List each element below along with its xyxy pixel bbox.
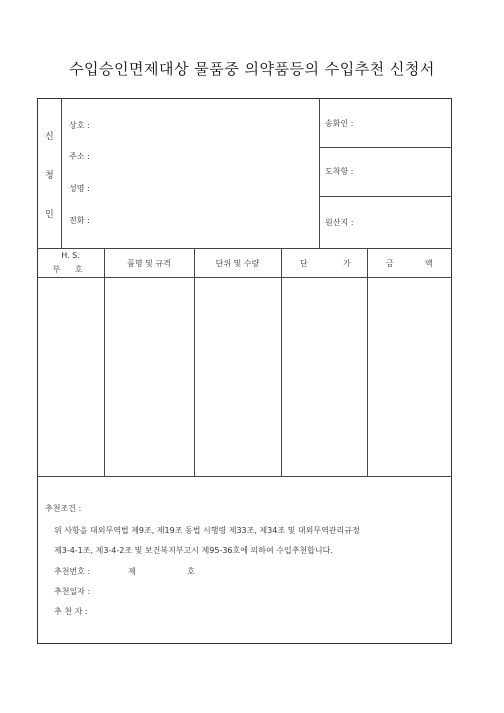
col-amount-b: 액 <box>425 259 433 268</box>
table-bottom-rule <box>37 476 452 477</box>
col-hs-code-line1: H. S. <box>61 251 80 260</box>
company-name-field: 상호 : <box>69 121 90 130</box>
shipper-field: 송화인 : <box>325 119 354 128</box>
right-divider-2 <box>319 196 452 197</box>
page-title: 수입승인면제대상 물품중 의약품등의 수입추천 신청서 <box>69 60 435 78</box>
recommender-label: 추 천 자 : <box>54 607 88 616</box>
recommend-number-label: 추천번호 : <box>54 567 91 576</box>
applicant-side-char-3: 인 <box>45 210 54 220</box>
recommend-condition-label: 추천조건 : <box>45 504 82 513</box>
address-field: 주소 : <box>69 152 90 161</box>
legal-basis-line-1: 위 사항을 대외무역법 제9조, 제19조 동법 시행령 제33조, 제34조 및 대외무역관리규정 <box>54 526 360 535</box>
col-unit-qty: 단위 및 수량 <box>215 259 260 268</box>
column-divider-3 <box>281 248 282 476</box>
header-top-rule <box>37 248 452 249</box>
header-bottom-rule <box>37 277 452 278</box>
column-divider-1 <box>104 248 105 476</box>
origin-field: 원산지 : <box>325 218 354 227</box>
recommend-date-label: 추천일자 : <box>54 587 91 596</box>
column-divider-2 <box>194 248 195 476</box>
applicant-label-divider <box>61 98 62 248</box>
col-item-spec: 품명 및 규격 <box>127 259 171 268</box>
recommend-number-ho: 호 <box>187 567 195 576</box>
col-amount-a: 금 <box>386 259 394 268</box>
col-unit-price-b: 가 <box>343 259 351 268</box>
name-field: 성명 : <box>69 184 90 193</box>
applicant-side-char-1: 신 <box>45 132 54 142</box>
arrival-port-field: 도착항 : <box>325 167 354 176</box>
legal-basis-line-2: 제3-4-1조, 제3-4-2조 및 보건복지부고시 제95-36호에 의하여 수입추천합니다. <box>54 546 333 555</box>
applicant-side-char-2: 청 <box>45 171 54 181</box>
recommend-number-je: 제 <box>128 567 136 576</box>
col-unit-price-a: 단 <box>300 259 308 268</box>
phone-field: 전화 : <box>69 216 90 225</box>
column-divider-4 <box>367 248 368 476</box>
right-divider-1 <box>319 147 452 148</box>
col-hs-code-line2: 부 호 <box>52 265 89 274</box>
form-frame <box>37 98 452 644</box>
right-section-divider <box>319 98 320 248</box>
